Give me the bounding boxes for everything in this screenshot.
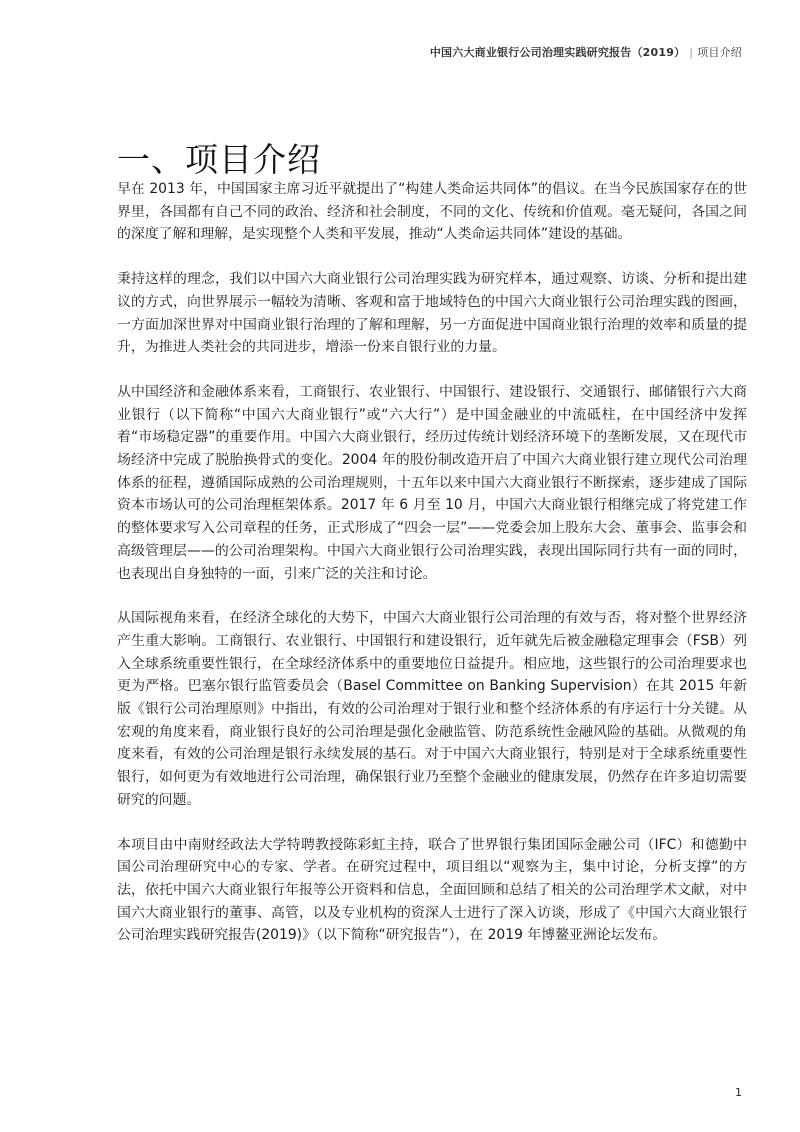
paragraph-5: 本项目由中南财经政法大学特聘教授陈彩虹主持，联合了世界银行集团国际金融公司（IFC）和德勤中国公司治理研究中心的专家、学者。在研究过程中，项目组以“观察为主，集中讨论，分析支撑”的方法，依托中国六大商业银行年报等公开资料和信息，全面回顾和总结了相关的公司治理学术文献，对中国六大商业银行的董事、高管，以及专业机构的资深人士进行了深入访谈，形成了《中国六大商业银行公司治理实践研究报告(2019)》（以下简称“研究报告”），在 2019 年博鳌亚洲论坛发布。 bbox=[117, 836, 747, 944]
paragraph-1: 早在 2013 年，中国国家主席习近平就提出了“构建人类命运共同体”的倡议。在当今民族国家存在的世界里，各国都有自己不同的政治、经济和社会制度，不同的文化、传统和价值观。毫无疑问，各国之间的深度了解和理解，是实现整个人类和平发展，推动“人类命运共同体”建设的基础。 bbox=[117, 181, 747, 243]
body-text bbox=[117, 178, 747, 969]
running-header bbox=[430, 44, 742, 60]
header-separator: | bbox=[689, 46, 694, 59]
paragraph-3: 从中国经济和金融体系来看，工商银行、农业银行、中国银行、建设银行、交通银行、邮储银行六大商业银行（以下简称“中国六大商业银行”或“六大行”）是中国金融业的中流砥柱，在中国经济中发挥着“市场稳定器”的重要作用。中国六大商业银行，经历过传统计划经济环境下的垄断发展，又在现代市场经济中完成了脱胎换骨式的变化。2004 年的股份制改造开启了中国六大商业银行建立现代公司治理体系的征程，遵循国际成熟的公司治理规则，十五年以来中国六大商业银行不断探索，逐步建成了国际资本市场认可的公司治理框架体系。2017 年 6 月至 10 月，中国六大商业银行相继完成了将党建工作的整体要求写入公司章程的任务，正式形成了“四会一层”——党委会加上股东大会、董事会、监事会和高级管理层——的公司治理架构。中国六大商业银行公司治理实践，表现出国际同行共有一面的同时，也表现出自身独特的一面，引来广泛的关注和讨论。 bbox=[117, 383, 747, 582]
header-report-title: 中国六大商业银行公司治理实践研究报告（2019） bbox=[429, 46, 686, 59]
paragraph-4: 从国际视角来看，在经济全球化的大势下，中国六大商业银行公司治理的有效与否，将对整个世界经济产生重大影响。工商银行、农业银行、中国银行和建设银行，近年就先后被金融稳定理事会（FSB）列入全球系统重要性银行，在全球经济体系中的重要地位日益提升。相应地，这些银行的公司治理要求也更为严格。巴塞尔银行监管委员会（Basel Committee on Banking Supervision）在其 2015 年新版《银行公司治理原则》中指出，有效的公司治理对于银行业和整个经济体系的有序运行十分关键。从宏观的角度来看，商业银行良好的公司治理是强化金融监管、防范系统性金融风险的基础。从微观的角度来看，有效的公司治理是银行永续发展的基石。对于中国六大商业银行，特别是对于全球系统重要性银行，如何更为有效地进行公司治理，确保银行业乃至整个金融业的健康发展，仍然存在许多迫切需要研究的问题。 bbox=[117, 610, 747, 808]
header-section-name: 项目介绍 bbox=[697, 46, 742, 59]
page-number: 1 bbox=[735, 1086, 742, 1099]
paragraph-2: 秉持这样的理念，我们以中国六大商业银行公司治理实践为研究样本，通过观察、访谈、分析和提出建议的方式，向世界展示一幅较为清晰、客观和富于地域特色的中国六大商业银行公司治理实践的图画，一方面加深世界对中国商业银行治理的了解和理解，另一方面促进中国商业银行治理的效率和质量的提升，为推进人类社会的共同进步，增添一份来自银行业的力量。 bbox=[117, 271, 747, 356]
page-title: 一、项目介绍 bbox=[117, 140, 321, 179]
